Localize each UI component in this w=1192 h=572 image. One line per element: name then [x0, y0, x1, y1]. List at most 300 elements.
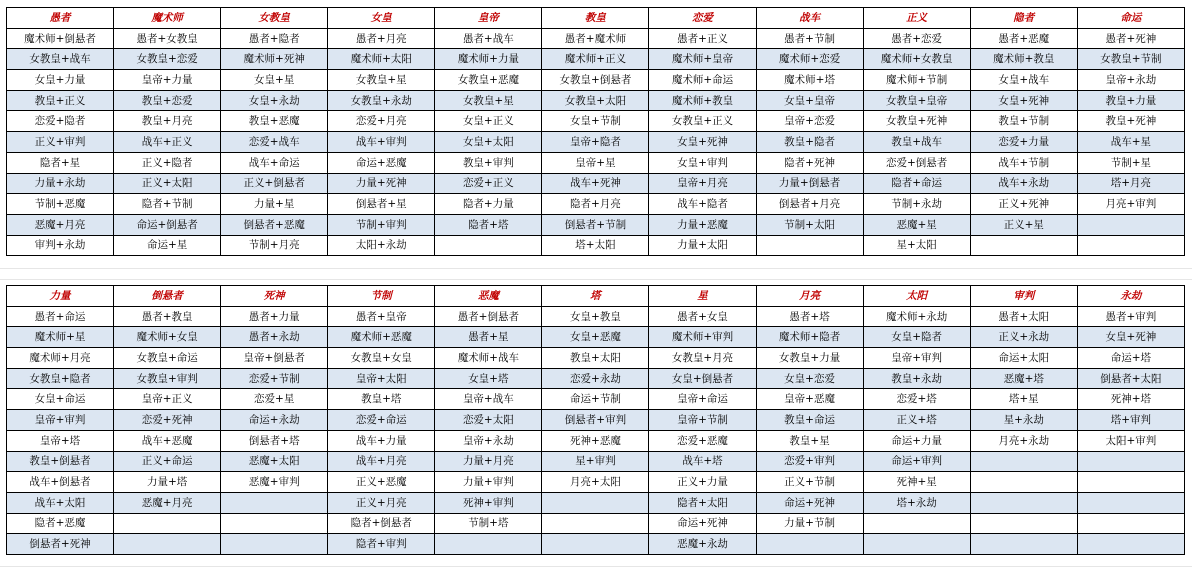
- table-cell[interactable]: 女皇+战车: [970, 70, 1077, 91]
- table-cell[interactable]: 战车+死神: [542, 173, 649, 194]
- table-cell[interactable]: [1077, 492, 1184, 513]
- table-cell[interactable]: 倒悬者+太阳: [1077, 368, 1184, 389]
- table-cell[interactable]: 战车+正义: [114, 132, 221, 153]
- table-cell[interactable]: 教皇+塔: [328, 389, 435, 410]
- header-row: [7, 8, 1185, 29]
- table-row: [7, 327, 1185, 348]
- table-cell[interactable]: 正义+太阳: [114, 173, 221, 194]
- table-cell[interactable]: 太阳+审判: [1077, 430, 1184, 451]
- table-cell[interactable]: 教皇+正义: [7, 90, 114, 111]
- table-cell[interactable]: 太阳+永劫: [328, 235, 435, 256]
- table-cell[interactable]: 女皇+太阳: [435, 132, 542, 153]
- table-cell[interactable]: 正义+力量: [649, 472, 756, 493]
- table-cell[interactable]: 死神+塔: [1077, 389, 1184, 410]
- table-cell[interactable]: 命运+塔: [1077, 348, 1184, 369]
- table-cell[interactable]: 女皇+塔: [435, 368, 542, 389]
- table-cell[interactable]: 女皇+皇帝: [756, 90, 863, 111]
- table-cell[interactable]: 魔术师+女皇: [114, 327, 221, 348]
- table-cell[interactable]: 恋爱+永劫: [542, 368, 649, 389]
- table-row: [7, 513, 1185, 534]
- table-cell[interactable]: 皇帝+月亮: [649, 173, 756, 194]
- table-cell[interactable]: 恋爱+星: [221, 389, 328, 410]
- table-cell[interactable]: 女皇+正义: [435, 111, 542, 132]
- table-cell[interactable]: 女皇+节制: [542, 111, 649, 132]
- table-cell[interactable]: 魔术师+命运: [649, 70, 756, 91]
- table-cell[interactable]: 隐者+塔: [435, 214, 542, 235]
- table-cell[interactable]: 恋爱+倒悬者: [863, 152, 970, 173]
- table-cell[interactable]: 正义+星: [970, 214, 1077, 235]
- column-header[interactable]: 恶魔: [435, 286, 542, 307]
- table-cell[interactable]: 命运+太阳: [970, 348, 1077, 369]
- column-header[interactable]: 星: [649, 286, 756, 307]
- table-cell[interactable]: 女教皇+星: [435, 90, 542, 111]
- table-cell[interactable]: 恶魔+永劫: [649, 534, 756, 555]
- table-cell[interactable]: 女教皇+星: [328, 70, 435, 91]
- column-header[interactable]: 塔: [542, 286, 649, 307]
- table-row: [7, 111, 1185, 132]
- table-cell[interactable]: [970, 492, 1077, 513]
- table-cell[interactable]: 愚者+魔术师: [542, 28, 649, 49]
- table-cell[interactable]: 魔术师+正义: [542, 49, 649, 70]
- table-row: [7, 348, 1185, 369]
- table-cell[interactable]: [970, 235, 1077, 256]
- table-cell[interactable]: 命运+死神: [649, 513, 756, 534]
- column-header[interactable]: 力量: [7, 286, 114, 307]
- table-cell[interactable]: 节制+太阳: [756, 214, 863, 235]
- table-cell[interactable]: 女教皇+太阳: [542, 90, 649, 111]
- table-cell[interactable]: 战车+太阳: [7, 492, 114, 513]
- table-cell[interactable]: 命运+节制: [542, 389, 649, 410]
- table-cell[interactable]: 正义+死神: [970, 194, 1077, 215]
- table-cell[interactable]: [756, 235, 863, 256]
- table-cell[interactable]: 皇帝+星: [542, 152, 649, 173]
- table-cell[interactable]: 战车+审判: [328, 132, 435, 153]
- table-cell[interactable]: 塔+审判: [1077, 410, 1184, 431]
- table-row: [7, 306, 1185, 327]
- table-cell[interactable]: 魔术师+恶魔: [328, 327, 435, 348]
- table-cell[interactable]: 恶魔+塔: [970, 368, 1077, 389]
- column-header[interactable]: 女皇: [328, 8, 435, 29]
- table-cell[interactable]: 恋爱+力量: [970, 132, 1077, 153]
- table-cell[interactable]: 愚者+女皇: [649, 306, 756, 327]
- table-cell[interactable]: [221, 534, 328, 555]
- table-cell[interactable]: 愚者+死神: [1077, 28, 1184, 49]
- table-cell[interactable]: 教皇+太阳: [542, 348, 649, 369]
- table-cell[interactable]: 女教皇+永劫: [328, 90, 435, 111]
- table-cell[interactable]: 愚者+皇帝: [328, 306, 435, 327]
- table-cell[interactable]: 皇帝+正义: [114, 389, 221, 410]
- table-cell[interactable]: 教皇+隐者: [756, 132, 863, 153]
- table-cell[interactable]: 力量+塔: [114, 472, 221, 493]
- table-cell[interactable]: 女教皇+审判: [114, 368, 221, 389]
- table-cell[interactable]: 女教皇+力量: [756, 348, 863, 369]
- table-cell[interactable]: 隐者+月亮: [542, 194, 649, 215]
- table-cell[interactable]: 皇帝+命运: [649, 389, 756, 410]
- table-cell[interactable]: 正义+隐者: [114, 152, 221, 173]
- table-cell[interactable]: 隐者+倒悬者: [328, 513, 435, 534]
- table-cell[interactable]: 节制+星: [1077, 152, 1184, 173]
- table-cell[interactable]: 隐者+节制: [114, 194, 221, 215]
- table-cell[interactable]: 力量+倒悬者: [756, 173, 863, 194]
- table-cell[interactable]: 力量+星: [221, 194, 328, 215]
- table-cell[interactable]: 力量+月亮: [435, 451, 542, 472]
- table-row: [7, 70, 1185, 91]
- table-cell[interactable]: 女教皇+战车: [7, 49, 114, 70]
- table-cell[interactable]: 恶魔+审判: [221, 472, 328, 493]
- table-cell[interactable]: 魔术师+塔: [756, 70, 863, 91]
- table-cell[interactable]: 塔+太阳: [542, 235, 649, 256]
- table-cell[interactable]: 愚者+战车: [435, 28, 542, 49]
- table-cell[interactable]: 女皇+永劫: [221, 90, 328, 111]
- column-header[interactable]: 魔术师: [114, 8, 221, 29]
- column-header[interactable]: 愚者: [7, 8, 114, 29]
- column-header[interactable]: 正义: [863, 8, 970, 29]
- table-cell[interactable]: [863, 513, 970, 534]
- table-cell[interactable]: 女皇+倒悬者: [649, 368, 756, 389]
- table-cell[interactable]: 力量+太阳: [649, 235, 756, 256]
- table-cell[interactable]: 魔术师+月亮: [7, 348, 114, 369]
- table-cell[interactable]: 教皇+恶魔: [221, 111, 328, 132]
- table-cell[interactable]: 魔术师+节制: [863, 70, 970, 91]
- table-cell[interactable]: 皇帝+审判: [7, 410, 114, 431]
- table-cell[interactable]: 力量+永劫: [7, 173, 114, 194]
- table-cell[interactable]: 愚者+正义: [649, 28, 756, 49]
- table-cell[interactable]: 隐者+恶魔: [7, 513, 114, 534]
- table-cell[interactable]: 魔术师+皇帝: [649, 49, 756, 70]
- table-cell[interactable]: [1077, 472, 1184, 493]
- table-cell[interactable]: 皇帝+审判: [863, 348, 970, 369]
- table-cell[interactable]: 星+永劫: [970, 410, 1077, 431]
- table-cell[interactable]: 节制+审判: [328, 214, 435, 235]
- column-header[interactable]: 命运: [1077, 8, 1184, 29]
- table-cell[interactable]: 女皇+星: [221, 70, 328, 91]
- table-cell[interactable]: 正义+节制: [756, 472, 863, 493]
- table-cell[interactable]: 月亮+审判: [1077, 194, 1184, 215]
- table-cell[interactable]: 皇帝+永劫: [1077, 70, 1184, 91]
- table-cell[interactable]: 魔术师+倒悬者: [7, 28, 114, 49]
- table-cell[interactable]: 教皇+审判: [435, 152, 542, 173]
- table-cell[interactable]: 女皇+恋爱: [756, 368, 863, 389]
- table-cell[interactable]: 魔术师+审判: [649, 327, 756, 348]
- table-cell[interactable]: 女皇+审判: [649, 152, 756, 173]
- table-cell[interactable]: [1077, 214, 1184, 235]
- table-cell[interactable]: [1077, 235, 1184, 256]
- table-cell[interactable]: 魔术师+星: [7, 327, 114, 348]
- table-cell[interactable]: [542, 513, 649, 534]
- table-cell[interactable]: 隐者+星: [7, 152, 114, 173]
- table-cell[interactable]: 魔术师+战车: [435, 348, 542, 369]
- table-cell[interactable]: 战车+力量: [328, 430, 435, 451]
- table-cell[interactable]: 教皇+恋爱: [114, 90, 221, 111]
- table-row: [7, 430, 1185, 451]
- table-cell[interactable]: 教皇+战车: [863, 132, 970, 153]
- table-cell[interactable]: 愚者+力量: [221, 306, 328, 327]
- column-header[interactable]: 皇帝: [435, 8, 542, 29]
- table-cell[interactable]: 女教皇+恋爱: [114, 49, 221, 70]
- table-cell[interactable]: 女皇+死神: [970, 90, 1077, 111]
- table-cell[interactable]: 愚者+塔: [756, 306, 863, 327]
- table-cell[interactable]: 正义+倒悬者: [221, 173, 328, 194]
- table-cell[interactable]: 战车+节制: [970, 152, 1077, 173]
- column-header[interactable]: 隐者: [970, 8, 1077, 29]
- table-cell[interactable]: [756, 534, 863, 555]
- table-cell[interactable]: 恋爱+恶魔: [649, 430, 756, 451]
- fusion-table-2: [6, 285, 1185, 555]
- table-cell[interactable]: 力量+恶魔: [649, 214, 756, 235]
- table-cell[interactable]: 女教皇+女皇: [328, 348, 435, 369]
- table-cell[interactable]: 恋爱+隐者: [7, 111, 114, 132]
- table-cell[interactable]: 倒悬者+节制: [542, 214, 649, 235]
- table-cell[interactable]: 塔+月亮: [1077, 173, 1184, 194]
- table-cell[interactable]: 恶魔+月亮: [7, 214, 114, 235]
- table-cell[interactable]: 女教皇+节制: [1077, 49, 1184, 70]
- table-cell[interactable]: 命运+恶魔: [328, 152, 435, 173]
- column-header[interactable]: 恋爱: [649, 8, 756, 29]
- table-cell[interactable]: 倒悬者+月亮: [756, 194, 863, 215]
- table-cell[interactable]: 愚者+星: [435, 327, 542, 348]
- table-cell[interactable]: [435, 534, 542, 555]
- table-cell[interactable]: 教皇+死神: [1077, 111, 1184, 132]
- table-cell[interactable]: 死神+审判: [435, 492, 542, 513]
- table-cell[interactable]: 力量+审判: [435, 472, 542, 493]
- table-cell[interactable]: [542, 492, 649, 513]
- table-cell[interactable]: 恋爱+正义: [435, 173, 542, 194]
- table-cell[interactable]: 命运+死神: [756, 492, 863, 513]
- table-cell[interactable]: [970, 472, 1077, 493]
- table-cell[interactable]: 恋爱+死神: [114, 410, 221, 431]
- table-cell[interactable]: 女教皇+正义: [649, 111, 756, 132]
- table-cell[interactable]: 正义+永劫: [970, 327, 1077, 348]
- table-cell[interactable]: 皇帝+力量: [114, 70, 221, 91]
- table-cell[interactable]: 死神+星: [863, 472, 970, 493]
- column-header[interactable]: 教皇: [542, 8, 649, 29]
- table-cell[interactable]: 魔术师+太阳: [328, 49, 435, 70]
- column-header[interactable]: 节制: [328, 286, 435, 307]
- table-cell[interactable]: 隐者+命运: [863, 173, 970, 194]
- table-cell[interactable]: [970, 513, 1077, 534]
- table-cell[interactable]: 魔术师+隐者: [756, 327, 863, 348]
- table-cell[interactable]: 皇帝+倒悬者: [221, 348, 328, 369]
- table-cell[interactable]: 恶魔+月亮: [114, 492, 221, 513]
- table-cell[interactable]: 教皇+永劫: [863, 368, 970, 389]
- column-header[interactable]: 月亮: [756, 286, 863, 307]
- table-cell[interactable]: [863, 534, 970, 555]
- table-cell[interactable]: 皇帝+塔: [7, 430, 114, 451]
- table-cell[interactable]: 正义+审判: [7, 132, 114, 153]
- table-cell[interactable]: 恋爱+命运: [328, 410, 435, 431]
- table-cell[interactable]: 死神+恶魔: [542, 430, 649, 451]
- table-cell[interactable]: [1077, 513, 1184, 534]
- table-cell[interactable]: 倒悬者+塔: [221, 430, 328, 451]
- table-row: [7, 368, 1185, 389]
- table-cell[interactable]: 愚者+节制: [756, 28, 863, 49]
- fusion-table-1: [6, 7, 1185, 256]
- table-cell[interactable]: 女教皇+恶魔: [435, 70, 542, 91]
- table-cell[interactable]: 愚者+倒悬者: [435, 306, 542, 327]
- table-cell[interactable]: 皇帝+战车: [435, 389, 542, 410]
- table-cell[interactable]: 教皇+倒悬者: [7, 451, 114, 472]
- table-cell[interactable]: 节制+月亮: [221, 235, 328, 256]
- table-cell[interactable]: 正义+月亮: [328, 492, 435, 513]
- table-cell[interactable]: 女教皇+月亮: [649, 348, 756, 369]
- table-cell[interactable]: 皇帝+隐者: [542, 132, 649, 153]
- column-header[interactable]: 战车: [756, 8, 863, 29]
- table-cell[interactable]: 恶魔+星: [863, 214, 970, 235]
- table-cell[interactable]: 正义+塔: [863, 410, 970, 431]
- table-cell[interactable]: 隐者+太阳: [649, 492, 756, 513]
- table-cell[interactable]: 女皇+力量: [7, 70, 114, 91]
- table-cell[interactable]: 教皇+节制: [970, 111, 1077, 132]
- table-row: [7, 28, 1185, 49]
- table-cell[interactable]: 女皇+命运: [7, 389, 114, 410]
- table-cell[interactable]: 女教皇+皇帝: [863, 90, 970, 111]
- table-cell[interactable]: 战车+永劫: [970, 173, 1077, 194]
- table-cell[interactable]: 命运+力量: [863, 430, 970, 451]
- table-cell[interactable]: 倒悬者+审判: [542, 410, 649, 431]
- table-cell[interactable]: 魔术师+力量: [435, 49, 542, 70]
- table-cell[interactable]: 战车+命运: [221, 152, 328, 173]
- table-cell[interactable]: 魔术师+死神: [221, 49, 328, 70]
- table-cell[interactable]: 正义+命运: [114, 451, 221, 472]
- table-cell[interactable]: 战车+塔: [649, 451, 756, 472]
- table-cell[interactable]: 战车+隐者: [649, 194, 756, 215]
- table-cell[interactable]: 隐者+力量: [435, 194, 542, 215]
- table-cell[interactable]: [1077, 451, 1184, 472]
- table-cell[interactable]: 女教皇+命运: [114, 348, 221, 369]
- table-cell[interactable]: 愚者+女教皇: [114, 28, 221, 49]
- table-cell[interactable]: 愚者+隐者: [221, 28, 328, 49]
- table-cell[interactable]: 愚者+恶魔: [970, 28, 1077, 49]
- table-row: [7, 451, 1185, 472]
- table-row: [7, 235, 1185, 256]
- table-cell[interactable]: 隐者+死神: [756, 152, 863, 173]
- column-header[interactable]: 死神: [221, 286, 328, 307]
- table-cell[interactable]: 恋爱+太阳: [435, 410, 542, 431]
- table-cell[interactable]: [221, 513, 328, 534]
- table-cell[interactable]: [1077, 534, 1184, 555]
- table-row: [7, 194, 1185, 215]
- table-cell[interactable]: 女教皇+倒悬者: [542, 70, 649, 91]
- table-cell[interactable]: 愚者+教皇: [114, 306, 221, 327]
- table-cell[interactable]: 命运+星: [114, 235, 221, 256]
- table-cell[interactable]: 教皇+力量: [1077, 90, 1184, 111]
- table-cell[interactable]: 节制+恶魔: [7, 194, 114, 215]
- table-cell[interactable]: 战车+恶魔: [114, 430, 221, 451]
- table-cell[interactable]: 力量+节制: [756, 513, 863, 534]
- table-cell[interactable]: 愚者+太阳: [970, 306, 1077, 327]
- table-cell[interactable]: 月亮+太阳: [542, 472, 649, 493]
- table-cell[interactable]: 魔术师+教皇: [970, 49, 1077, 70]
- table-cell[interactable]: 命运+倒悬者: [114, 214, 221, 235]
- table-cell[interactable]: 愚者+永劫: [221, 327, 328, 348]
- table-cell[interactable]: 倒悬者+死神: [7, 534, 114, 555]
- table-cell[interactable]: [114, 513, 221, 534]
- table-cell[interactable]: 战车+月亮: [328, 451, 435, 472]
- table-cell[interactable]: 节制+塔: [435, 513, 542, 534]
- table-cell[interactable]: 魔术师+女教皇: [863, 49, 970, 70]
- table-cell[interactable]: 恋爱+节制: [221, 368, 328, 389]
- header-row: [7, 286, 1185, 307]
- table-cell[interactable]: 教皇+命运: [756, 410, 863, 431]
- table-cell[interactable]: 教皇+月亮: [114, 111, 221, 132]
- table-cell[interactable]: 恋爱+审判: [756, 451, 863, 472]
- table-cell[interactable]: 倒悬者+星: [328, 194, 435, 215]
- column-header[interactable]: 审判: [970, 286, 1077, 307]
- table-cell[interactable]: 愚者+审判: [1077, 306, 1184, 327]
- table-cell[interactable]: 塔+星: [970, 389, 1077, 410]
- table-cell[interactable]: 恋爱+战车: [221, 132, 328, 153]
- table-cell[interactable]: 女皇+死神: [649, 132, 756, 153]
- table-cell[interactable]: 倒悬者+恶魔: [221, 214, 328, 235]
- table-cell[interactable]: 星+审判: [542, 451, 649, 472]
- table-cell[interactable]: 魔术师+恋爱: [756, 49, 863, 70]
- table-cell[interactable]: 魔术师+教皇: [649, 90, 756, 111]
- table-row: [7, 152, 1185, 173]
- table-row: [7, 132, 1185, 153]
- table-cell[interactable]: 愚者+恋爱: [863, 28, 970, 49]
- table-cell[interactable]: 星+太阳: [863, 235, 970, 256]
- table-cell[interactable]: 皇帝+恋爱: [756, 111, 863, 132]
- table-cell[interactable]: 命运+永劫: [221, 410, 328, 431]
- table-cell[interactable]: [221, 492, 328, 513]
- table-cell[interactable]: 战车+倒悬者: [7, 472, 114, 493]
- table-cell[interactable]: 女皇+恶魔: [542, 327, 649, 348]
- table-cell[interactable]: 女教皇+隐者: [7, 368, 114, 389]
- table-cell[interactable]: [435, 235, 542, 256]
- table-cell[interactable]: 月亮+永劫: [970, 430, 1077, 451]
- table-cell[interactable]: 恋爱+月亮: [328, 111, 435, 132]
- table-cell[interactable]: 女皇+隐者: [863, 327, 970, 348]
- table-row: [7, 49, 1185, 70]
- table-cell[interactable]: 皇帝+恶魔: [756, 389, 863, 410]
- table-cell[interactable]: 塔+永劫: [863, 492, 970, 513]
- table-cell[interactable]: [970, 451, 1077, 472]
- table-cell[interactable]: 魔术师+永劫: [863, 306, 970, 327]
- table-cell[interactable]: [970, 534, 1077, 555]
- table-cell[interactable]: 恋爱+塔: [863, 389, 970, 410]
- table-cell[interactable]: 女皇+教皇: [542, 306, 649, 327]
- table-cell[interactable]: 皇帝+太阳: [328, 368, 435, 389]
- table-cell[interactable]: 愚者+月亮: [328, 28, 435, 49]
- table-row: [7, 214, 1185, 235]
- table-cell[interactable]: 力量+死神: [328, 173, 435, 194]
- table-row: [7, 173, 1185, 194]
- column-header[interactable]: 永劫: [1077, 286, 1184, 307]
- table-cell[interactable]: 命运+审判: [863, 451, 970, 472]
- table-row: [7, 410, 1185, 431]
- table-cell[interactable]: 节制+永劫: [863, 194, 970, 215]
- table-cell[interactable]: 女教皇+死神: [863, 111, 970, 132]
- table-cell[interactable]: [114, 534, 221, 555]
- table-cell[interactable]: 女皇+死神: [1077, 327, 1184, 348]
- column-header[interactable]: 女教皇: [221, 8, 328, 29]
- table-cell[interactable]: 战车+星: [1077, 132, 1184, 153]
- table-cell[interactable]: 教皇+星: [756, 430, 863, 451]
- table-cell[interactable]: 正义+恶魔: [328, 472, 435, 493]
- table-row: [7, 492, 1185, 513]
- table-cell[interactable]: [542, 534, 649, 555]
- table-row: [7, 472, 1185, 493]
- table-row: [7, 534, 1185, 555]
- column-header[interactable]: 太阳: [863, 286, 970, 307]
- table-cell[interactable]: 愚者+命运: [7, 306, 114, 327]
- table-cell[interactable]: 皇帝+节制: [649, 410, 756, 431]
- table-cell[interactable]: 恶魔+太阳: [221, 451, 328, 472]
- table-cell[interactable]: 审判+永劫: [7, 235, 114, 256]
- table-cell[interactable]: 皇帝+永劫: [435, 430, 542, 451]
- column-header[interactable]: 倒悬者: [114, 286, 221, 307]
- table-cell[interactable]: 隐者+审判: [328, 534, 435, 555]
